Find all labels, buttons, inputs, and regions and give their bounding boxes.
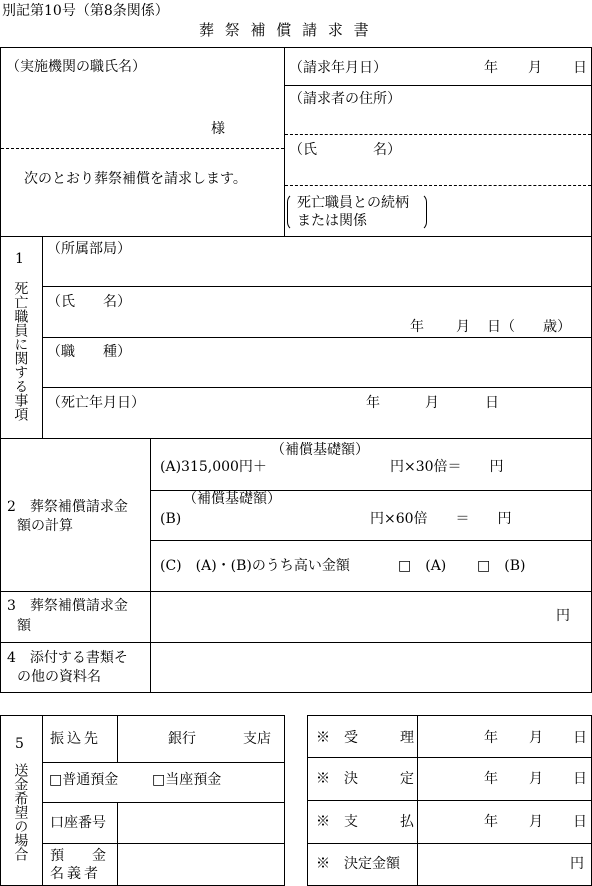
received-year: 年 [484, 730, 498, 746]
received-month: 月 [529, 730, 543, 746]
current-deposit-checkbox[interactable]: □当座預金 [152, 772, 222, 788]
claimant-name-label: （氏 名） [289, 142, 401, 158]
request-statement: 次のとおり葬祭補償を請求します。 [24, 171, 247, 187]
top-divider [284, 47, 285, 236]
ordinary-deposit-checkbox[interactable]: □普通預金 [49, 772, 119, 788]
office-row3 [307, 843, 592, 844]
department-label: （所属部局） [47, 241, 131, 257]
section5-title: 送金希望の場合 [12, 763, 29, 861]
deceased-name-label: （氏 名） [47, 294, 131, 310]
top-left-dash [1, 148, 284, 149]
request-date-month: 月 [528, 60, 542, 76]
calc-row-a-formula: 円×30倍＝ 円 [390, 459, 504, 475]
death-date-label: （死亡年月日） [47, 395, 145, 411]
section1-row1 [42, 286, 592, 287]
remittance-divider3 [117, 802, 118, 886]
paid-label: ※ 支 払 [316, 814, 414, 830]
section2-bottom [0, 591, 592, 592]
calc-row-b-formula: 円×60倍 ＝ 円 [370, 511, 512, 527]
section3-title-line1: 3 葬祭補償請求金 [7, 598, 128, 614]
branch-label: 支店 [243, 731, 271, 747]
request-date-label: （請求年月日） [289, 60, 387, 76]
section5-number: 5 [15, 736, 24, 752]
occupation-label: （職 種） [47, 344, 131, 360]
remittance-row2 [42, 802, 285, 803]
base-amount-label-b: （補償基礎額） [183, 491, 281, 507]
remittance-row3 [42, 843, 285, 844]
birth-year: 年 [410, 319, 424, 335]
section4-title-line2: の他の資料名 [17, 669, 101, 685]
section1-bottom [0, 438, 592, 439]
decided-amount-label: ※ 決定金額 [316, 856, 400, 872]
received-label: ※ 受 理 [316, 730, 414, 746]
base-amount-label-a: （補償基礎額） [271, 442, 369, 458]
form-reference: 別記第10号（第8条関係） [2, 3, 169, 19]
decided-amount-yen: 円 [570, 856, 584, 872]
choice-a-checkbox[interactable]: □ (A) [398, 558, 447, 574]
request-date-year: 年 [484, 60, 498, 76]
relation-label-line1: 死亡職員との続柄 [297, 195, 409, 211]
section1-row2 [42, 337, 592, 338]
claim-amount-yen: 円 [556, 608, 570, 624]
decided-label: ※ 決 定 [316, 771, 414, 787]
calc-row-b-prefix: (B) [160, 511, 182, 527]
relation-label-line2: または関係 [297, 213, 367, 229]
sections-divider [150, 438, 151, 693]
account-holder-line2: 名義者 [50, 866, 101, 882]
claimant-address-label: （請求者の住所） [289, 91, 401, 107]
paid-month: 月 [529, 814, 543, 830]
remittance-divider1 [42, 715, 43, 886]
section3-bottom [0, 642, 592, 643]
calc-row-a-prefix: (A)315,000円＋ [160, 459, 267, 475]
death-day: 日 [485, 395, 499, 411]
account-number-label: 口座番号 [50, 815, 106, 831]
death-year: 年 [366, 395, 380, 411]
received-day: 日 [573, 730, 587, 746]
section2-row2 [150, 540, 592, 541]
honorific: 様 [211, 121, 225, 137]
decided-day: 日 [573, 771, 587, 787]
top-bottom-line [0, 236, 592, 237]
paid-year: 年 [484, 814, 498, 830]
age-text: 日（ 歳） [487, 319, 571, 335]
remittance-divider2 [117, 715, 118, 763]
choice-b-checkbox[interactable]: □ (B) [477, 558, 526, 574]
account-holder-line1: 預 金 [50, 848, 106, 864]
birth-month: 月 [456, 319, 470, 335]
decided-month: 月 [529, 771, 543, 787]
paid-day: 日 [573, 814, 587, 830]
section2-title-line2: 額の計算 [17, 518, 73, 534]
section4-title-line1: 4 添付する書類そ [7, 650, 128, 666]
request-date-day: 日 [573, 60, 587, 76]
section3-title-line2: 額 [17, 618, 31, 634]
death-month: 月 [425, 395, 439, 411]
top-right-dash1 [285, 134, 591, 135]
bank-label: 銀行 [168, 731, 196, 747]
transfer-destination-label: 振込先 [50, 731, 101, 747]
top-right-dash2 [285, 185, 591, 186]
office-row2 [307, 800, 592, 801]
section1-title: 死亡職員に関する事項 [12, 281, 29, 421]
agency-label: （実施機関の職氏名） [6, 59, 146, 75]
section1-row3 [42, 387, 592, 388]
remittance-row1 [42, 762, 285, 763]
office-row1 [307, 757, 592, 758]
section1-number: 1 [15, 251, 24, 267]
page-title: 葬 祭 補 償 請 求 書 [199, 21, 372, 39]
decided-year: 年 [484, 771, 498, 787]
calc-row-c: (C) (A)・(B)のうち高い金額 [160, 558, 350, 574]
section2-title-line1: 2 葬祭補償請求金 [7, 499, 128, 515]
top-right-line [285, 85, 591, 86]
